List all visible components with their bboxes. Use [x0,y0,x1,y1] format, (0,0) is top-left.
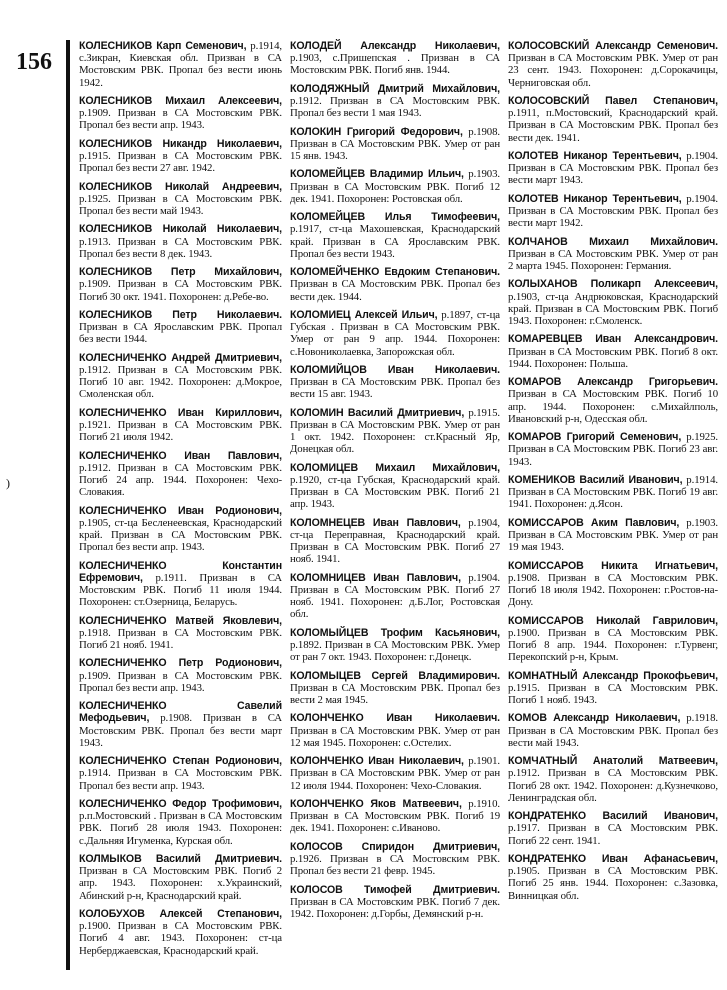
entry-details: р.1926. Призван в СА Мостовским РВК. Пропал без вести 21 февр. 1945. [290,852,500,878]
register-entry [508,853,718,902]
entry-details: Призван в СА Мостовским РВК. Пропал без вести дек. 1944. [290,278,500,303]
entry-details: р.п.Мостовский . Призван в СА Мостовским РВК. Погиб 28 июля 1943. Похоронен: с.Дальняя Игуменка, Курская обл. [79,810,282,847]
entry-name: КОЛОСОВ Тимофей Дмитриевич. [290,883,500,896]
entry-details: р.1900. Призван в СА Мостовским РВК. Погиб 8 апр. 1944. Похоронен: г.Турвенг, Перекопский р-н, Крым. [508,626,718,664]
register-entry [508,755,718,804]
register-entry [508,712,718,749]
entry-name: КОЛЕСНИКОВ Николай Николаевич, [79,223,282,236]
entry-name: КОЛОНЧЕНКО Иван Николаевич, [290,755,464,768]
entry-details: р.1910. Призван в СА Мостовским РВК. Погиб 19 дек. 1941. Похоронен: с.Иваново. [290,797,500,835]
entry-details: Призван в СА Мостовским РВК. Умер от ран 12 мая 1945. Похоронен: с.Остелих. [290,724,500,749]
register-entry [79,853,282,902]
entry-name: КОЛЕСНИКОВ Петр Михайлович, [79,266,282,279]
entry-details: р.1903. Призван в СА Мостовским РВК. Умер от ран 19 мая 1943. [508,516,718,554]
entry-details: р.1892. Призван в СА Мостовским РВК. Умер от ран 7 окт. 1943. Похоронен: г.Донецк. [290,638,500,664]
register-entry [79,560,282,609]
entry-name: КОЛОСОВ Спиридон Дмитриевич, [290,840,500,853]
register-entry [79,700,282,749]
entry-name: КОЛЧАНОВ Михаил Михайлович. [508,235,718,248]
entry-details: р.1911. Призван в СА Мостовским РВК. Погиб 11 июля 1944. Похоронен: ст.Озерница, Беларусь. [79,571,282,609]
entry-name: КОЛЕСНИКОВ Николай Андреевич, [79,180,282,193]
register-entry [290,364,500,401]
entry-name: КОЛЕСНИЧЕНКО Петр Родионович, [79,657,282,670]
register-entry [79,352,282,401]
entry-details: р.1925. Призван в СА Мостовским РВК. Пропал без вести май 1943. [79,192,282,217]
register-entry [290,712,500,749]
stray-mark: ) [6,476,10,490]
entry-details: р.1904. Призван в СА Мостовским РВК. Пропал без вести март 1943. [508,150,718,187]
entry-name: КОЛОТЕВ Никанор Терентьевич, [508,192,682,205]
entry-details: Призван в СА Мостовским РВК. Пропал без вести 15 авг. 1943. [290,376,500,401]
entry-details: р.1913. Призван в СА Мостовским РВК. Пропал без вести 8 дек. 1943. [79,235,282,260]
entry-details: р.1905. Призван в СА Мостовским РВК. Погиб 25 янв. 1944. Похоронен: с.Зазовка, Винницкая обл. [508,865,718,902]
entry-details: р.1909. Призван в СА Мостовским РВК. Пропал без вести апр. 1943. [79,669,282,694]
register-entry [290,884,500,921]
entry-details: Призван в СА Мостовским РВК. Погиб 2 апр. 1943. Похоронен: х.Украинский, Абинский р-н, Краснодарский край. [79,865,282,902]
entry-details: Призван в СА Мостовским РВК. Погиб 7 дек. 1942. Похоронен: д.Горбы, Демянский р-н. [290,895,500,920]
register-entry [290,627,500,664]
entry-name: КОНДРАТЕНКО Василий Иванович, [508,810,718,823]
register-entry [508,95,718,144]
entry-name: КОЛЕСНИЧЕНКО Матвей Яковлевич, [79,614,282,627]
entry-name: КОЛЕСНИЧЕНКО Иван Павлович, [79,449,282,462]
entry-details: р.1917, ст-ца Махошевская, Краснодарский край. Призван в СА Ярославским РВК. Пропал без вести 1943. [290,223,500,260]
entry-name: КОЛЕСНИЧЕНКО Степан Родионович, [79,755,282,768]
entry-name: КОЛОДЕЙ Александр Николаевич, [290,40,500,52]
register-entry [290,798,500,835]
entry-details: р.1921. Призван в СА Мостовским РВК. Погиб 21 июля 1942. [79,418,282,444]
entry-details: р.1903, с.Пришепская . Призван в СА Мостовским РВК. Погиб янв. 1944. [290,52,500,77]
entry-name: КОЛЕСНИКОВ Петр Николаевич. [79,308,282,321]
entry-name: КОЛОМЕЙЦЕВ Владимир Ильич, [290,168,464,181]
register-entry [79,505,282,554]
entry-name: КОЛЕСНИЧЕНКО Савелий Мефодьевич, [79,700,282,725]
entry-details: р.1911, п.Мостовский, Краснодарский край. Призван в СА Мостовским РВК. Пропал без вести дек. 1941. [508,107,718,144]
register-entry [79,266,282,303]
register-entry [290,517,500,566]
entry-details: р.1914. Призван в СА Мостовским РВК. Погиб 19 авг. 1941. Похоронен: д.Ясон. [508,473,718,511]
entry-details: р.1901. Призван в СА Мостовским РВК. Умер от ран 12 июля 1944. Похоронен: Чехо-Словакия. [290,755,500,792]
entry-name: КОЛОНЧЕНКО Яков Матвеевич, [290,797,462,810]
entry-details: р.1908. Призван в СА Мостовским РВК. Умер от ран 15 янв. 1943. [290,125,500,162]
entry-name: КОЛЕСНИЧЕНКО Иван Родионович, [79,504,282,517]
entry-details: р.1918. Призван в СА Мостовским РВК. Погиб 21 нояб. 1941. [79,626,282,651]
entry-details: Призван в СА Мостовским РВК. Погиб 10 апр. 1944. Похоронен: с.Михайлполь, Ивановский р-н, Одесская обл. [508,388,718,425]
register-entry [79,798,282,847]
register-entry [79,657,282,694]
entry-name: КОЛОМИЕЦ Алексей Ильич, [290,308,438,321]
entry-details: р.1903, ст-ца Андрюковская, Краснодарский край. Призван в СА Мостовским РВК. Погиб 1943. Похоронен: г.Смоленск. [508,290,718,327]
register-entry [290,572,500,621]
register-entry [290,40,500,77]
entry-details: р.1912. Призван в СА Мостовским РВК. Пропал без вести 1 мая 1943. [290,95,500,120]
entry-details: р.1918. Призван в СА Мостовским РВК. Пропал без вести май 1943. [508,712,718,749]
register-entry [508,40,718,89]
register-entry [290,407,500,456]
register-entry [290,841,500,878]
entry-name: КОМЧАТНЫЙ Анатолий Матвеевич, [508,755,718,768]
register-entry [290,126,500,163]
register-entry [290,670,500,707]
register-entry [79,223,282,260]
entry-name: КОЛОСОВСКИЙ Павел Степанович, [508,95,718,107]
entry-name: КОЛОДЯЖНЫЙ Дмитрий Михайлович, [290,82,500,95]
entry-details: р.1915. Призван в СА Мостовским РВК. Пропал без вести 27 авг. 1942. [79,150,282,175]
register-entry [79,450,282,499]
register-entry [79,95,282,132]
entry-details: р.1904. Призван в СА Мостовским РВК. Пропал без вести март 1942. [508,192,718,230]
register-entry [79,309,282,346]
entry-details: Призван в СА Мостовским РВК. Погиб 8 окт. 1944. Похоронен: Польша. [508,345,718,370]
register-entry [79,407,282,444]
entry-name: КОЛОМИЙЦОВ Иван Николаевич. [290,363,500,376]
entry-name: КОМИССАРОВ Никита Игнатьевич, [508,559,718,572]
entry-name: КОЛОМЫЙЦЕВ Трофим Касьянович, [290,626,500,639]
register-entry [508,193,718,230]
entry-details: р.1914. Призван в СА Мостовским РВК. Пропал без вести апр. 1943. [79,767,282,792]
register-entry [290,266,500,303]
entry-name: КОЛЕСНИЧЕНКО Константин Ефремович, [79,559,282,584]
register-entry [290,462,500,511]
entry-details: р.1920, ст-ца Губская, Краснодарский край. Призван в СА Мостовским РВК. Погиб 21 апр. 1943. [290,473,500,511]
entry-name: КОЛОТЕВ Никанор Терентьевич, [508,150,682,162]
entry-name: КОЛЕСНИЧЕНКО Иван Кириллович, [79,406,282,419]
entry-name: КОЛМЫКОВ Василий Дмитриевич. [79,852,282,865]
register-entry [508,670,718,707]
register-entry [290,211,500,260]
entry-name: КОМАРОВ Александр Григорьевич. [508,376,718,389]
entry-details: р.1914, с.Зикран, Киевская обл. Призван в СА Мостовским РВК. Пропал без вести июнь 1942. [79,40,282,89]
page-number: 156 [16,49,52,75]
register-entry [508,560,718,609]
entry-details: р.1909. Призван в СА Мостовским РВК. Погиб 30 окт. 1941. Похоронен: д.Ребе-во. [79,278,282,303]
register-entry [79,40,282,89]
entry-details: Призван в СА Мостовским РВК. Умер от ран 23 сент. 1943. Похоронен: д.Сорокачицы, Черниговская обл. [508,52,718,89]
column-3 [508,40,718,908]
entry-name: КОМНАТНЫЙ Александр Прокофьевич, [508,669,718,682]
entry-details: р.1912. Призван в СА Мостовским РВК. Погиб 28 окт. 1942. Похоронен: д.Кузнечково, Ленинградская обл. [508,767,718,804]
register-entry [290,309,500,358]
entry-name: КОЛЕСНИКОВ Никандр Николаевич, [79,137,282,150]
entry-name: КОЛЕСНИКОВ Михаил Алексеевич, [79,95,282,107]
entry-details: р.1925. Призван в СА Мостовским РВК. Погиб 23 авг. 1943. [508,431,718,468]
entry-name: КОЛЕСНИЧЕНКО Андрей Дмитриевич, [79,351,282,364]
entry-name: КОЛОМЫЦЕВ Сергей Владимирович. [290,669,500,682]
entry-details: р.1909. Призван в СА Мостовским РВК. Пропал без вести апр. 1943. [79,107,282,132]
entry-details: р.1912. Призван в СА Мостовским РВК. Погиб 24 апр. 1944. Похоронен: Чехо-Словакия. [79,461,282,499]
register-entry [508,333,718,370]
entry-details: р.1915. Призван в СА Мостовским РВК. Умер от ран 1 окт. 1942. Похоронен: ст.Красный Яр, Донецкая обл. [290,406,501,456]
register-entry [508,376,718,425]
entry-details: р.1900. Призван в СА Мостовским РВК. Погиб 4 авг. 1943. Похоронен: ст-ца Нерберджаевская, Краснодарский край. [79,920,282,957]
register-entry [79,908,282,957]
column-1 [79,40,282,963]
entry-name: КОМЕНИКОВ Василий Иванович, [508,473,683,486]
entry-name: КОЛОМНЕЦЕВ Иван Павлович, [290,516,461,529]
entry-details: р.1904. Призван в СА Мостовским РВК. Погиб 27 нояб. 1941. Похоронен: д.Б.Лог, Ростовская обл. [290,571,500,621]
entry-name: КОМИССАРОВ Николай Гаврилович, [508,614,718,627]
margin-rule [66,40,70,970]
register-entry [290,168,500,205]
entry-name: КОЛОБУХОВ Алексей Степанович, [79,907,282,920]
register-entry [508,236,718,273]
entry-details: Призван в СА Мостовским РВК. Умер от ран 2 марта 1945. Похоронен: Германия. [508,247,718,272]
entry-name: КОЛОКИН Григорий Федорович, [290,125,463,138]
entry-name: КОМАРОВ Григорий Семенович, [508,431,682,444]
entry-details: Призван в СА Ярославским РВК. Пропал без вести 1944. [79,321,282,346]
entry-details: Призван в СА Мостовским РВК. Пропал без вести 2 мая 1945. [290,681,500,706]
entry-details: р.1897, ст-ца Губская . Призван в СА Мостовским РВК. Умер от ран 9 апр. 1944. Похоронен: с.Новониколаевка, Запорожская обл. [290,308,500,358]
entry-name: КОЛОСОВСКИЙ Александр Семенович. [508,40,718,52]
entry-details: р.1915. Призван в СА Мостовским РВК. Погиб 1 нояб. 1943. [508,681,718,706]
entry-name: КОЛОНЧЕНКО Иван Николаевич. [290,712,500,725]
entry-details: р.1903. Призван в СА Мостовским РВК. Погиб 12 дек. 1941. Похоронен: Ростовская обл. [290,168,500,205]
register-entry [508,278,718,327]
entry-details: р.1917. Призван в СА Мостовским РВК. Погиб 22 сент. 1941. [508,822,718,847]
column-2 [290,40,500,926]
register-entry [508,517,718,554]
register-entry [508,615,718,664]
register-entry [79,181,282,218]
register-entry [79,138,282,175]
register-entry [79,615,282,652]
entry-name: КОЛЕСНИЧЕНКО Федор Трофимович, [79,797,282,810]
entry-name: КОЛОМНИЦЕВ Иван Павлович, [290,571,461,584]
register-entry [290,755,500,792]
entry-name: КОЛОМИЦЕВ Михаил Михайлович, [290,461,500,474]
entry-name: КОМИССАРОВ Аким Павлович, [508,516,680,529]
entry-name: КОМАРЕВЦЕВ Иван Александрович. [508,333,718,346]
register-entry [508,150,718,187]
entry-name: КОЛОМИН Василий Дмитриевич, [290,406,465,419]
entry-details: р.1904, ст-ца Переправная, Краснодарский край. Призван в СА Мостовским РВК. Погиб 27 нояб. 1941. [290,516,500,566]
register-entry [290,83,500,120]
entry-name: КОЛЕСНИКОВ Карп Семенович, [79,40,247,52]
entry-name: КОНДРАТЕНКО Иван Афанасьевич, [508,852,718,865]
entry-name: КОЛОМЕЙЦЕВ Илья Тимофеевич, [290,211,500,224]
entry-name: КОМОВ Александр Николаевич, [508,712,681,725]
entry-name: КОЛЫХАНОВ Поликарп Алексеевич, [508,278,718,291]
entry-details: р.1908. Призван в СА Мостовским РВК. Пропал без вести март 1943. [79,712,282,749]
register-entry [79,755,282,792]
entry-details: р.1912. Призван в СА Мостовским РВК. Погиб 10 авг. 1942. Похоронен: д.Мокрое, Смоленская обл. [79,363,282,401]
entry-name: КОЛОМЕЙЧЕНКО Евдоким Степанович. [290,266,500,279]
register-entry [508,810,718,847]
register-entry [508,474,718,511]
entry-details: р.1908. Призван в СА Мостовским РВК. Погиб 18 июля 1942. Похоронен: г.Ростов-на-Дону. [508,571,718,609]
register-entry [508,431,718,468]
entry-details: р.1905, ст-ца Бесленеевская, Краснодарский край. Призван в СА Мостовским РВК. Пропал без вести апр. 1943. [79,516,282,554]
